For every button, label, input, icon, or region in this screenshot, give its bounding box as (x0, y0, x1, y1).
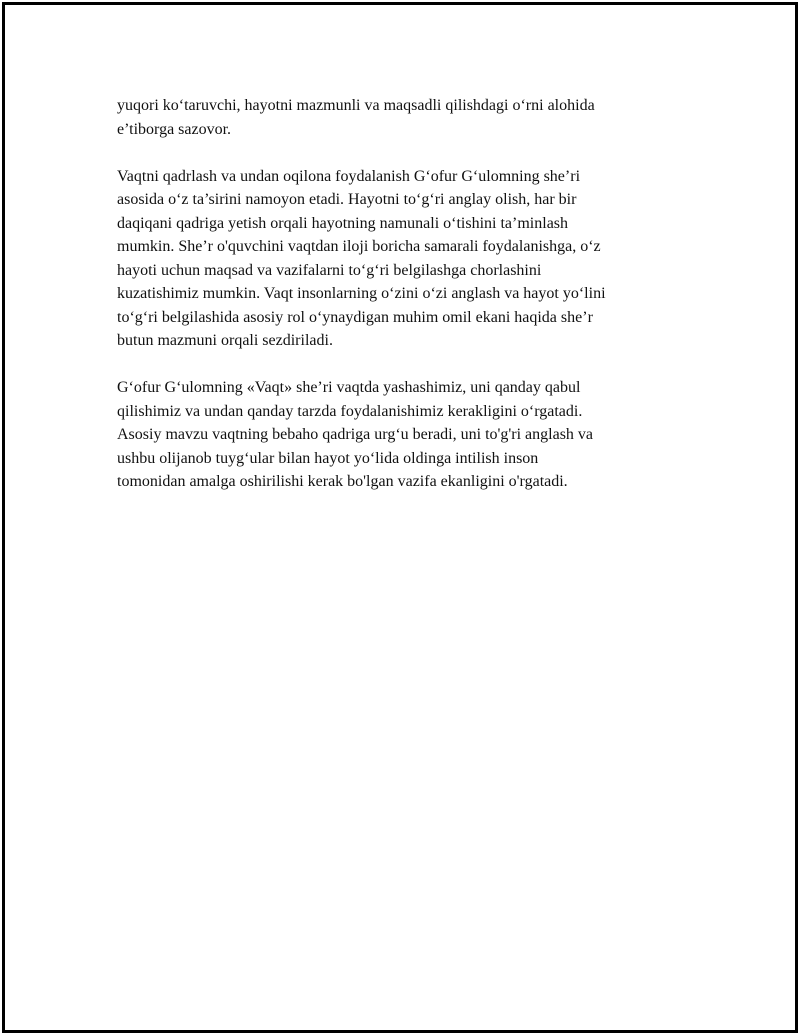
paragraph-1: yuqori ko‘taruvchi, hayotni mazmunli va maqsadli qilishdagi o‘rni alohida e’tiborga sazovor. (117, 97, 595, 138)
paragraph-3: G‘ofur G‘ulomning «Vaqt» she’ri vaqtda yashashimiz, uni qanday qabul qilishimiz va undan qanday tarzda foydalanishimiz kerakligini o‘rgatadi. Asosiy mavzu vaqtning bebaho qadriga urg‘u beradi, uni to'g'ri anglash va ushbu olijanob tuyg‘ular bilan hayot yo‘lida oldinga intilish inson tomonidan amalga oshirilishi kerak bo'lgan vazifa ekanligini o'rgatadi. (117, 379, 594, 490)
document-body (117, 94, 697, 517)
paragraph-2: Vaqtni qadrlash va undan oqilona foydalanish G‘ofur G‘ulomning she’ri asosida o‘z ta’sirini namoyon etadi. Hayotni to‘g‘ri anglay olish, har bir daqiqani qadriga yetish orqali hayotning namunali o‘tishini ta’minlash mumkin. She’r o'quvchini vaqtdan iloji boricha samarali foydalanishga, o‘z hayoti uchun maqsad va vazifalarni to‘g‘ri belgilashga chorlashini kuzatishimiz mumkin. Vaqt insonlarning o‘zini o‘zi anglash va hayot yo‘lini to‘g‘ri belgilashida asosiy rol o‘ynaydigan muhim omil ekani haqida she’r butun mazmuni orqali sezdiriladi. (117, 167, 606, 349)
